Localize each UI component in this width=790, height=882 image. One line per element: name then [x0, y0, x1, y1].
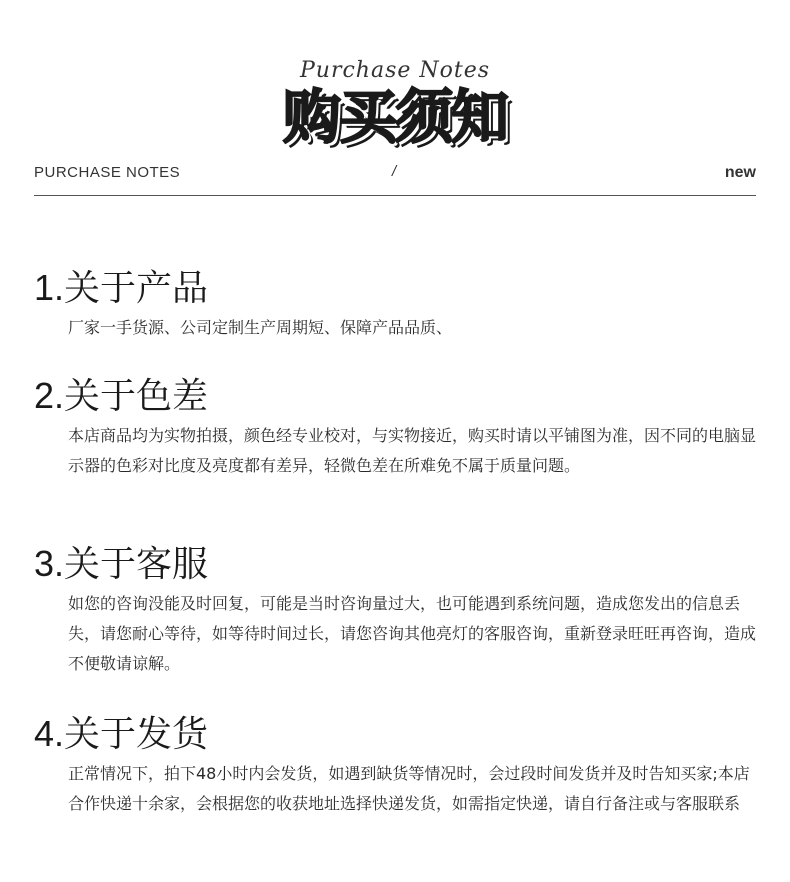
section-number: 1. — [34, 267, 65, 308]
section-product — [34, 266, 758, 343]
section-number: 4. — [34, 713, 65, 754]
section-title: 关于色差 — [64, 376, 209, 417]
page-title: 购买须知 — [282, 83, 507, 151]
script-title: Purchase Notes — [299, 58, 491, 83]
section-body: 本店商品均为实物拍摄，颜色经专业校对，与实物接近，购买时请以平铺图为准，因不同的电脑显示器的色彩对比度及亮度都有差异，轻微色差在所难免不属于质量问题。 — [68, 426, 757, 475]
section-heading — [34, 542, 758, 587]
section-number: 2. — [34, 375, 65, 416]
header-label-row — [34, 164, 756, 184]
section-heading — [34, 712, 758, 757]
section-heading — [34, 266, 758, 311]
section-body: 厂家一手货源、公司定制生产周期短、保障产品品质、 — [68, 318, 453, 337]
section-title: 关于发货 — [64, 714, 209, 755]
section-number: 3. — [34, 543, 65, 584]
section-shipping — [34, 712, 758, 819]
header-divider — [34, 195, 756, 196]
section-title: 关于产品 — [64, 268, 209, 309]
section-body: 正常情况下，拍下48小时内会发货，如遇到缺货等情况时，会过段时间发货并及时告知买家;本店合作快递十余家，会根据您的收获地址选择快递发货，如需指定快递，请自行备注或与客服联系 — [68, 764, 750, 813]
header-right-label: new — [724, 164, 756, 181]
section-body: 如您的咨询没能及时回复，可能是当时咨询量过大，也可能遇到系统问题，造成您发出的信息丢失，请您耐心等待，如等待时间过长，请您咨询其他亮灯的客服咨询，重新登录旺旺再咨询，造成不便敬请谅解。 — [68, 594, 757, 673]
header-left-label: PURCHASE NOTES — [34, 164, 181, 181]
page-header — [0, 0, 790, 200]
section-color-difference — [34, 374, 758, 481]
section-heading — [34, 374, 758, 419]
header-slash: / — [392, 163, 397, 180]
section-title: 关于客服 — [64, 544, 209, 585]
section-customer-service — [34, 542, 758, 679]
